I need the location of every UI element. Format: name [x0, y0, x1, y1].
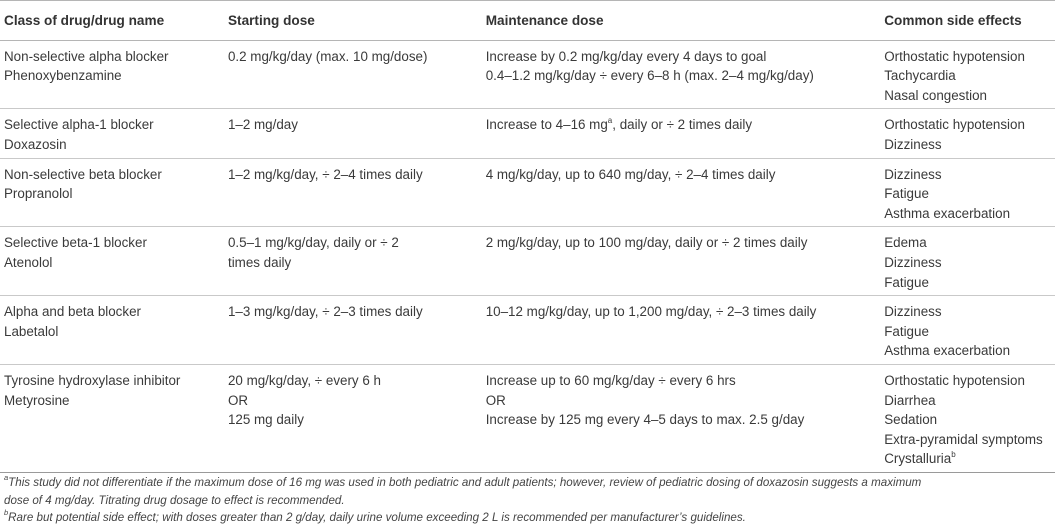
side-effect: Dizziness — [884, 166, 942, 182]
cell-class — [0, 109, 228, 158]
side-effect: Asthma exacerbation — [884, 205, 1011, 221]
side-effect: Fatigue — [884, 323, 929, 339]
maintenance-dose-text: 2 mg/kg/day, up to 100 mg/day, daily or ÷ 2 times daily — [485, 235, 808, 251]
starting-dose-text: 0.5–1 mg/kg/day, daily or ÷ 2 — [227, 235, 399, 251]
header-class: Class of drug/drug name — [0, 1, 228, 41]
maintenance-dose-main: Increase to 4–16 mg — [485, 117, 608, 133]
maintenance-dose-text — [486, 115, 885, 135]
drug-class: Non-selective beta blocker — [4, 166, 162, 182]
table-row — [0, 227, 1055, 296]
cell-class — [0, 158, 228, 227]
drug-name: Doxazosin — [4, 136, 67, 152]
cell-starting-dose — [228, 109, 486, 158]
side-effect: Nasal congestion — [884, 87, 987, 103]
starting-dose-text: 1–2 mg/kg/day, ÷ 2–4 times daily — [227, 166, 423, 182]
cell-side-effects — [884, 296, 1055, 365]
header-side-effects: Common side effects — [884, 1, 1055, 41]
drug-name: Metyrosine — [4, 392, 70, 408]
drug-name: Phenoxybenzamine — [4, 68, 122, 84]
table-row — [0, 296, 1055, 365]
side-effect: Sedation — [884, 412, 938, 428]
table-row — [0, 364, 1055, 472]
side-effect: Extra-pyramidal symptoms — [884, 431, 1043, 447]
side-effect: Fatigue — [884, 274, 929, 290]
starting-dose-text: 20 mg/kg/day, ÷ every 6 h — [227, 372, 381, 388]
cell-starting-dose — [228, 40, 486, 109]
cell-side-effects — [884, 40, 1055, 109]
side-effect: Orthostatic hypotension — [884, 117, 1025, 133]
side-effect: Dizziness — [884, 304, 942, 320]
drug-class: Non-selective alpha blocker — [4, 48, 169, 64]
side-effect: Edema — [884, 235, 927, 251]
side-effect-text: Crystalluria — [884, 451, 952, 467]
cell-side-effects — [884, 227, 1055, 296]
drug-class: Alpha and beta blocker — [4, 304, 141, 320]
starting-dose-text: times daily — [227, 254, 292, 270]
drug-class: Selective beta-1 blocker — [4, 235, 147, 251]
footnote-a-continued: dose of 4 mg/day. Titrating drug dosage to effect is recommended. — [4, 493, 345, 507]
cell-class — [0, 227, 228, 296]
footnote-marker-b: b — [951, 449, 956, 459]
maintenance-dose-text: 10–12 mg/kg/day, up to 1,200 mg/day, ÷ 2–3 times daily — [485, 304, 817, 320]
side-effect: Diarrhea — [884, 392, 936, 408]
cell-side-effects — [884, 158, 1055, 227]
maintenance-dose-text: Increase up to 60 mg/kg/day ÷ every 6 hrs — [485, 372, 736, 388]
starting-dose-text: 0.2 mg/kg/day (max. 10 mg/dose) — [227, 48, 428, 64]
cell-starting-dose — [228, 158, 486, 227]
cell-class — [0, 40, 228, 109]
cell-side-effects — [884, 109, 1055, 158]
starting-dose-text: OR — [227, 392, 249, 408]
side-effect: Asthma exacerbation — [884, 343, 1011, 359]
header-maintenance-dose: Maintenance dose — [486, 1, 885, 41]
cell-starting-dose — [228, 364, 486, 472]
side-effect — [884, 449, 1055, 469]
table-row — [0, 40, 1055, 109]
drug-name: Atenolol — [4, 254, 53, 270]
drug-class: Selective alpha-1 blocker — [4, 117, 154, 133]
footnote-text: This study did not differentiate if the maximum dose of 16 mg was used in both pediatric and adult patients; however, review of pediatric dosing of doxazosin suggests a maximum — [8, 476, 922, 489]
drug-name: Propranolol — [4, 186, 73, 202]
header-starting-dose: Starting dose — [228, 1, 486, 41]
cell-maintenance-dose — [486, 109, 885, 158]
side-effect: Orthostatic hypotension — [884, 48, 1025, 64]
drug-class: Tyrosine hydroxylase inhibitor — [4, 372, 181, 388]
footnote-b — [4, 509, 1052, 527]
maintenance-dose-text: 4 mg/kg/day, up to 640 mg/day, ÷ 2–4 times daily — [485, 166, 776, 182]
cell-side-effects — [884, 364, 1055, 472]
drug-name: Labetalol — [4, 323, 59, 339]
footnote-mark: a — [4, 473, 9, 483]
maintenance-dose-text: Increase by 125 mg every 4–5 days to max. 2.5 g/day — [485, 412, 805, 428]
starting-dose-text: 1–2 mg/day — [227, 117, 298, 133]
cell-starting-dose — [228, 227, 486, 296]
cell-starting-dose — [228, 296, 486, 365]
table-row — [0, 109, 1055, 158]
starting-dose-text: 1–3 mg/kg/day, ÷ 2–3 times daily — [227, 304, 423, 320]
maintenance-dose-text: 0.4–1.2 mg/kg/day ÷ every 6–8 h (max. 2–4 mg/kg/day) — [485, 68, 814, 84]
cell-class — [0, 364, 228, 472]
side-effect: Orthostatic hypotension — [884, 372, 1025, 388]
starting-dose-text: 125 mg daily — [227, 412, 304, 428]
cell-maintenance-dose — [486, 158, 885, 227]
cell-maintenance-dose — [486, 296, 885, 365]
table-header-row — [0, 1, 1055, 41]
footnote-mark: b — [4, 508, 9, 518]
table-row — [0, 158, 1055, 227]
footnote-text: Rare but potential side effect; with doses greater than 2 g/day, daily urine volume exceeding 2 L is recommended per manufacturer’s guidelines. — [8, 511, 746, 524]
table-footnotes — [4, 474, 1052, 527]
side-effect: Fatigue — [884, 186, 929, 202]
maintenance-dose-rest: , daily or ÷ 2 times daily — [612, 117, 753, 133]
maintenance-dose-text: Increase by 0.2 mg/kg/day every 4 days to goal — [485, 48, 767, 64]
footnote-a — [4, 474, 1052, 492]
side-effect: Dizziness — [884, 254, 942, 270]
side-effect: Dizziness — [884, 136, 942, 152]
cell-maintenance-dose — [486, 40, 885, 109]
footnote-marker-a: a — [607, 115, 613, 125]
maintenance-dose-text: OR — [485, 392, 506, 408]
cell-maintenance-dose — [486, 364, 885, 472]
cell-class — [0, 296, 228, 365]
cell-maintenance-dose — [486, 227, 885, 296]
side-effect: Tachycardia — [884, 68, 956, 84]
